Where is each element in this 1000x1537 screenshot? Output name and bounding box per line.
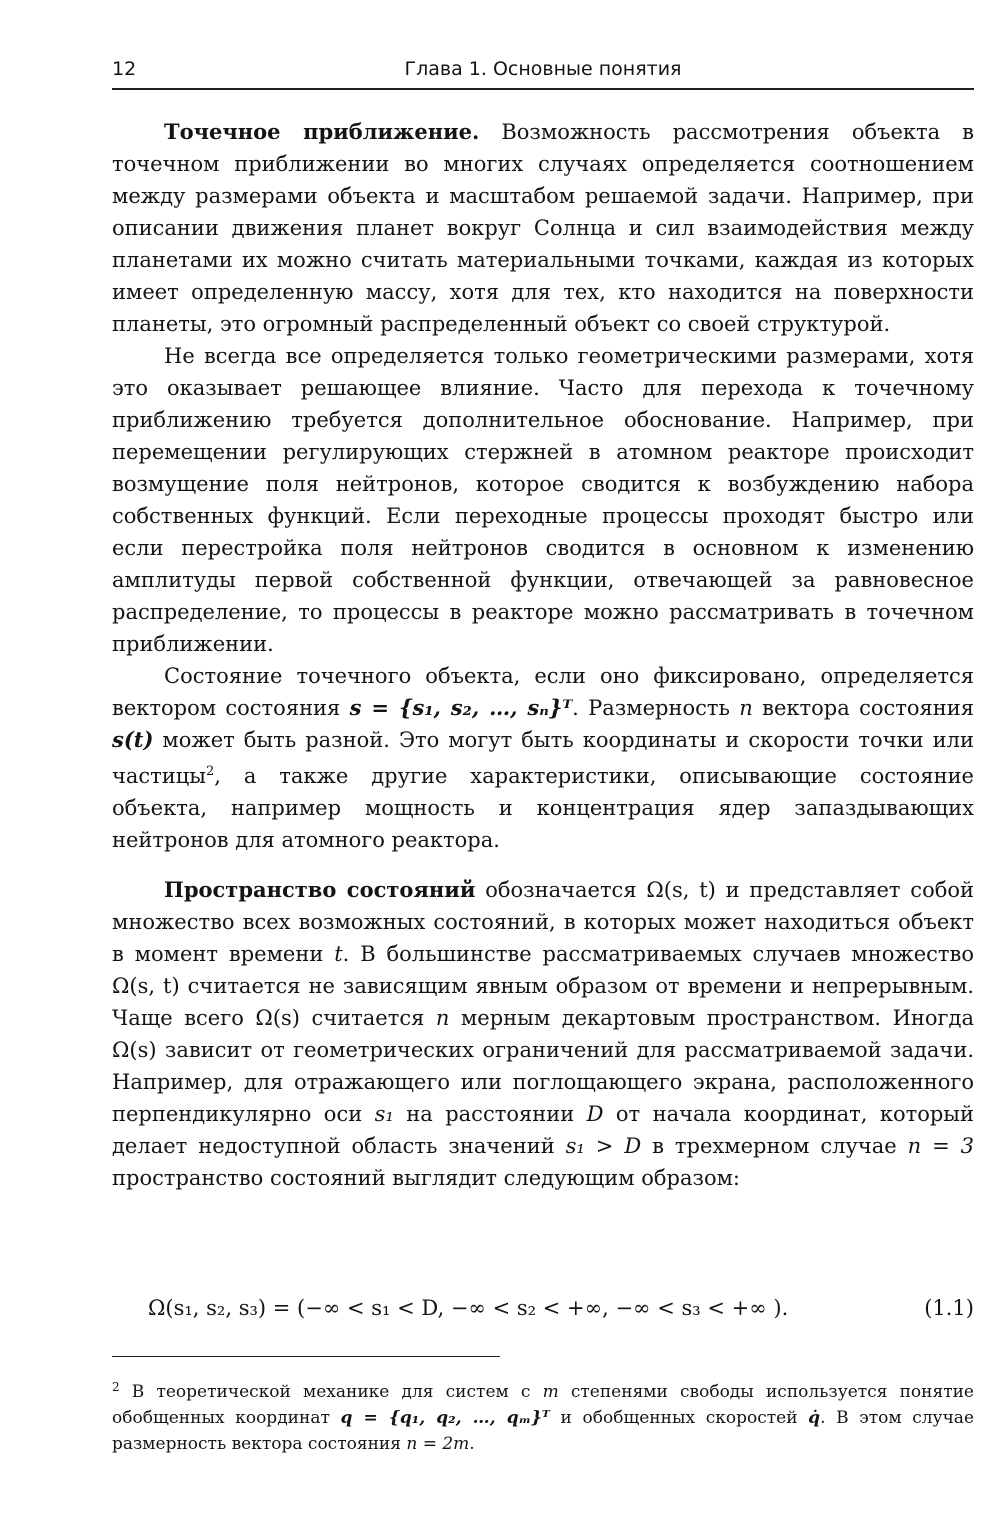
text-span: обозначается	[475, 878, 647, 902]
text-span: пространство состояний выглядит следующим образом:	[112, 1166, 741, 1190]
math-D: D	[586, 1102, 604, 1126]
math-s-t: s(t)	[112, 727, 154, 752]
text-span: , а также другие характеристики, описывающие состояние объекта, например мощность и концентрация ядер запаздывающих нейтронов для атомного реактора.	[112, 764, 974, 852]
math-q-dot: q̇	[808, 1408, 821, 1428]
paragraph-state-space	[112, 874, 974, 1194]
math-n-equals-3: n = 3	[907, 1134, 974, 1158]
text-span: и представляет собой множество всех возможных состояний, в которых может находиться объект в момент времени	[112, 878, 974, 966]
footnote-rule	[112, 1356, 500, 1357]
text-span: в трехмерном случае	[641, 1134, 908, 1158]
state-vector-formula: s = {s₁, s₂, …, sₙ}ᵀ	[349, 695, 573, 720]
main-text	[112, 116, 974, 1194]
text-span: мерным декартовым пространством. Иногда	[449, 1006, 974, 1030]
text-span: . В этом случае размерность вектора состояния	[112, 1408, 974, 1454]
paragraph-text: Возможность рассмотрения объекта в точечном приближении во многих случаях определяется соотношением между размерами объекта и масштабом решаемой задачи. Например, при описании движения планет вокруг Солнца и сил взаимодействия между планетами их можно считать материальными точками, каждая из которых имеет определенную массу, хотя для тех, кто находится на поверхности планеты, это огромный распределенный объект со своей структурой.	[112, 120, 974, 336]
paragraph-point-approximation	[112, 116, 974, 340]
text-span: .	[469, 1434, 475, 1454]
text-span: от начала координат, который делает недоступной область значений	[112, 1102, 975, 1158]
text-span: . В большинстве рассматриваемых случаев множество	[342, 942, 974, 966]
math-s1: s₁	[374, 1102, 394, 1126]
term-point-approximation: Точечное приближение.	[164, 119, 480, 144]
math-omega-s-t: Ω(s, t)	[112, 974, 180, 998]
math-n: n	[739, 696, 753, 720]
equation-1-1	[112, 1296, 974, 1330]
footnote-2	[112, 1374, 974, 1457]
text-span: считается	[299, 1006, 436, 1030]
equation-number: (1.1)	[924, 1296, 974, 1320]
text-span: вектора состояния	[752, 696, 974, 720]
header-rule	[112, 88, 974, 90]
paragraph-geometry: Не всегда все определяется только геометрическими размерами, хотя это оказывает решающее влияние. Часто для перехода к точечному приближению требуется дополнительное обоснование. Например, при перемещении регулирующих стержней в атомном реакторе происходит возмущение поля нейтронов, которое сводится к возбуждению набора собственных функций. Если переходные процессы проходят быстро или если перестройка поля нейтронов сводится в основном к изменению амплитуды первой собственной функции, отвечающей за равновесное распределение, то процессы в реакторе можно рассматривать в точечном приближении.	[112, 344, 974, 656]
paragraph-state-vector	[112, 660, 974, 856]
text-span: считается не зависящим явным образом от времени и непрерывным. Чаще всего	[112, 974, 974, 1030]
math-omega-s: Ω(s)	[112, 1038, 157, 1062]
page-number: 12	[112, 58, 137, 80]
text-span: В теоретической механике для систем с	[119, 1382, 543, 1402]
footnote-mark: 2	[112, 1380, 120, 1394]
math-n: n	[435, 1006, 450, 1030]
text-span: Состояние точечного объекта, если оно фиксировано, определяется вектором состояния	[112, 664, 974, 720]
footnote-ref[interactable]: 2	[206, 764, 215, 779]
text-span: . Размерность	[572, 696, 740, 720]
page-header	[112, 52, 974, 88]
equation-expression: Ω(s₁, s₂, s₃) = (−∞ < s₁ < D, −∞ < s₂ < +∞, −∞ < s₃ < +∞ ).	[148, 1296, 789, 1320]
math-omega-s: Ω(s)	[255, 1006, 300, 1030]
math-m: m	[542, 1382, 559, 1402]
math-t: t	[334, 942, 343, 966]
text-span: на расстоянии	[393, 1102, 587, 1126]
text-span: и обобщенных скоростей	[549, 1408, 809, 1428]
math-n-equals-2m: n = 2m	[406, 1434, 470, 1454]
math-omega-s-t: Ω(s, t)	[646, 878, 716, 902]
term-state-space: Пространство состояний	[164, 877, 476, 902]
math-q-vector: q = {q₁, q₂, …, qₘ}ᵀ	[340, 1408, 550, 1428]
chapter-title: Глава 1. Основные понятия	[404, 58, 682, 80]
text-span: зависит от геометрических ограничений для рассматриваемой задачи. Например, для отражающего или поглощающего экрана, расположенного перпендикулярно оси	[112, 1038, 974, 1126]
text-span: степенями свободы используется понятие обобщенных координат	[112, 1382, 974, 1428]
math-inequality: s₁ > D	[565, 1134, 642, 1158]
text-span: может быть разной. Это могут быть координаты и скорости точки или частицы	[112, 728, 974, 788]
